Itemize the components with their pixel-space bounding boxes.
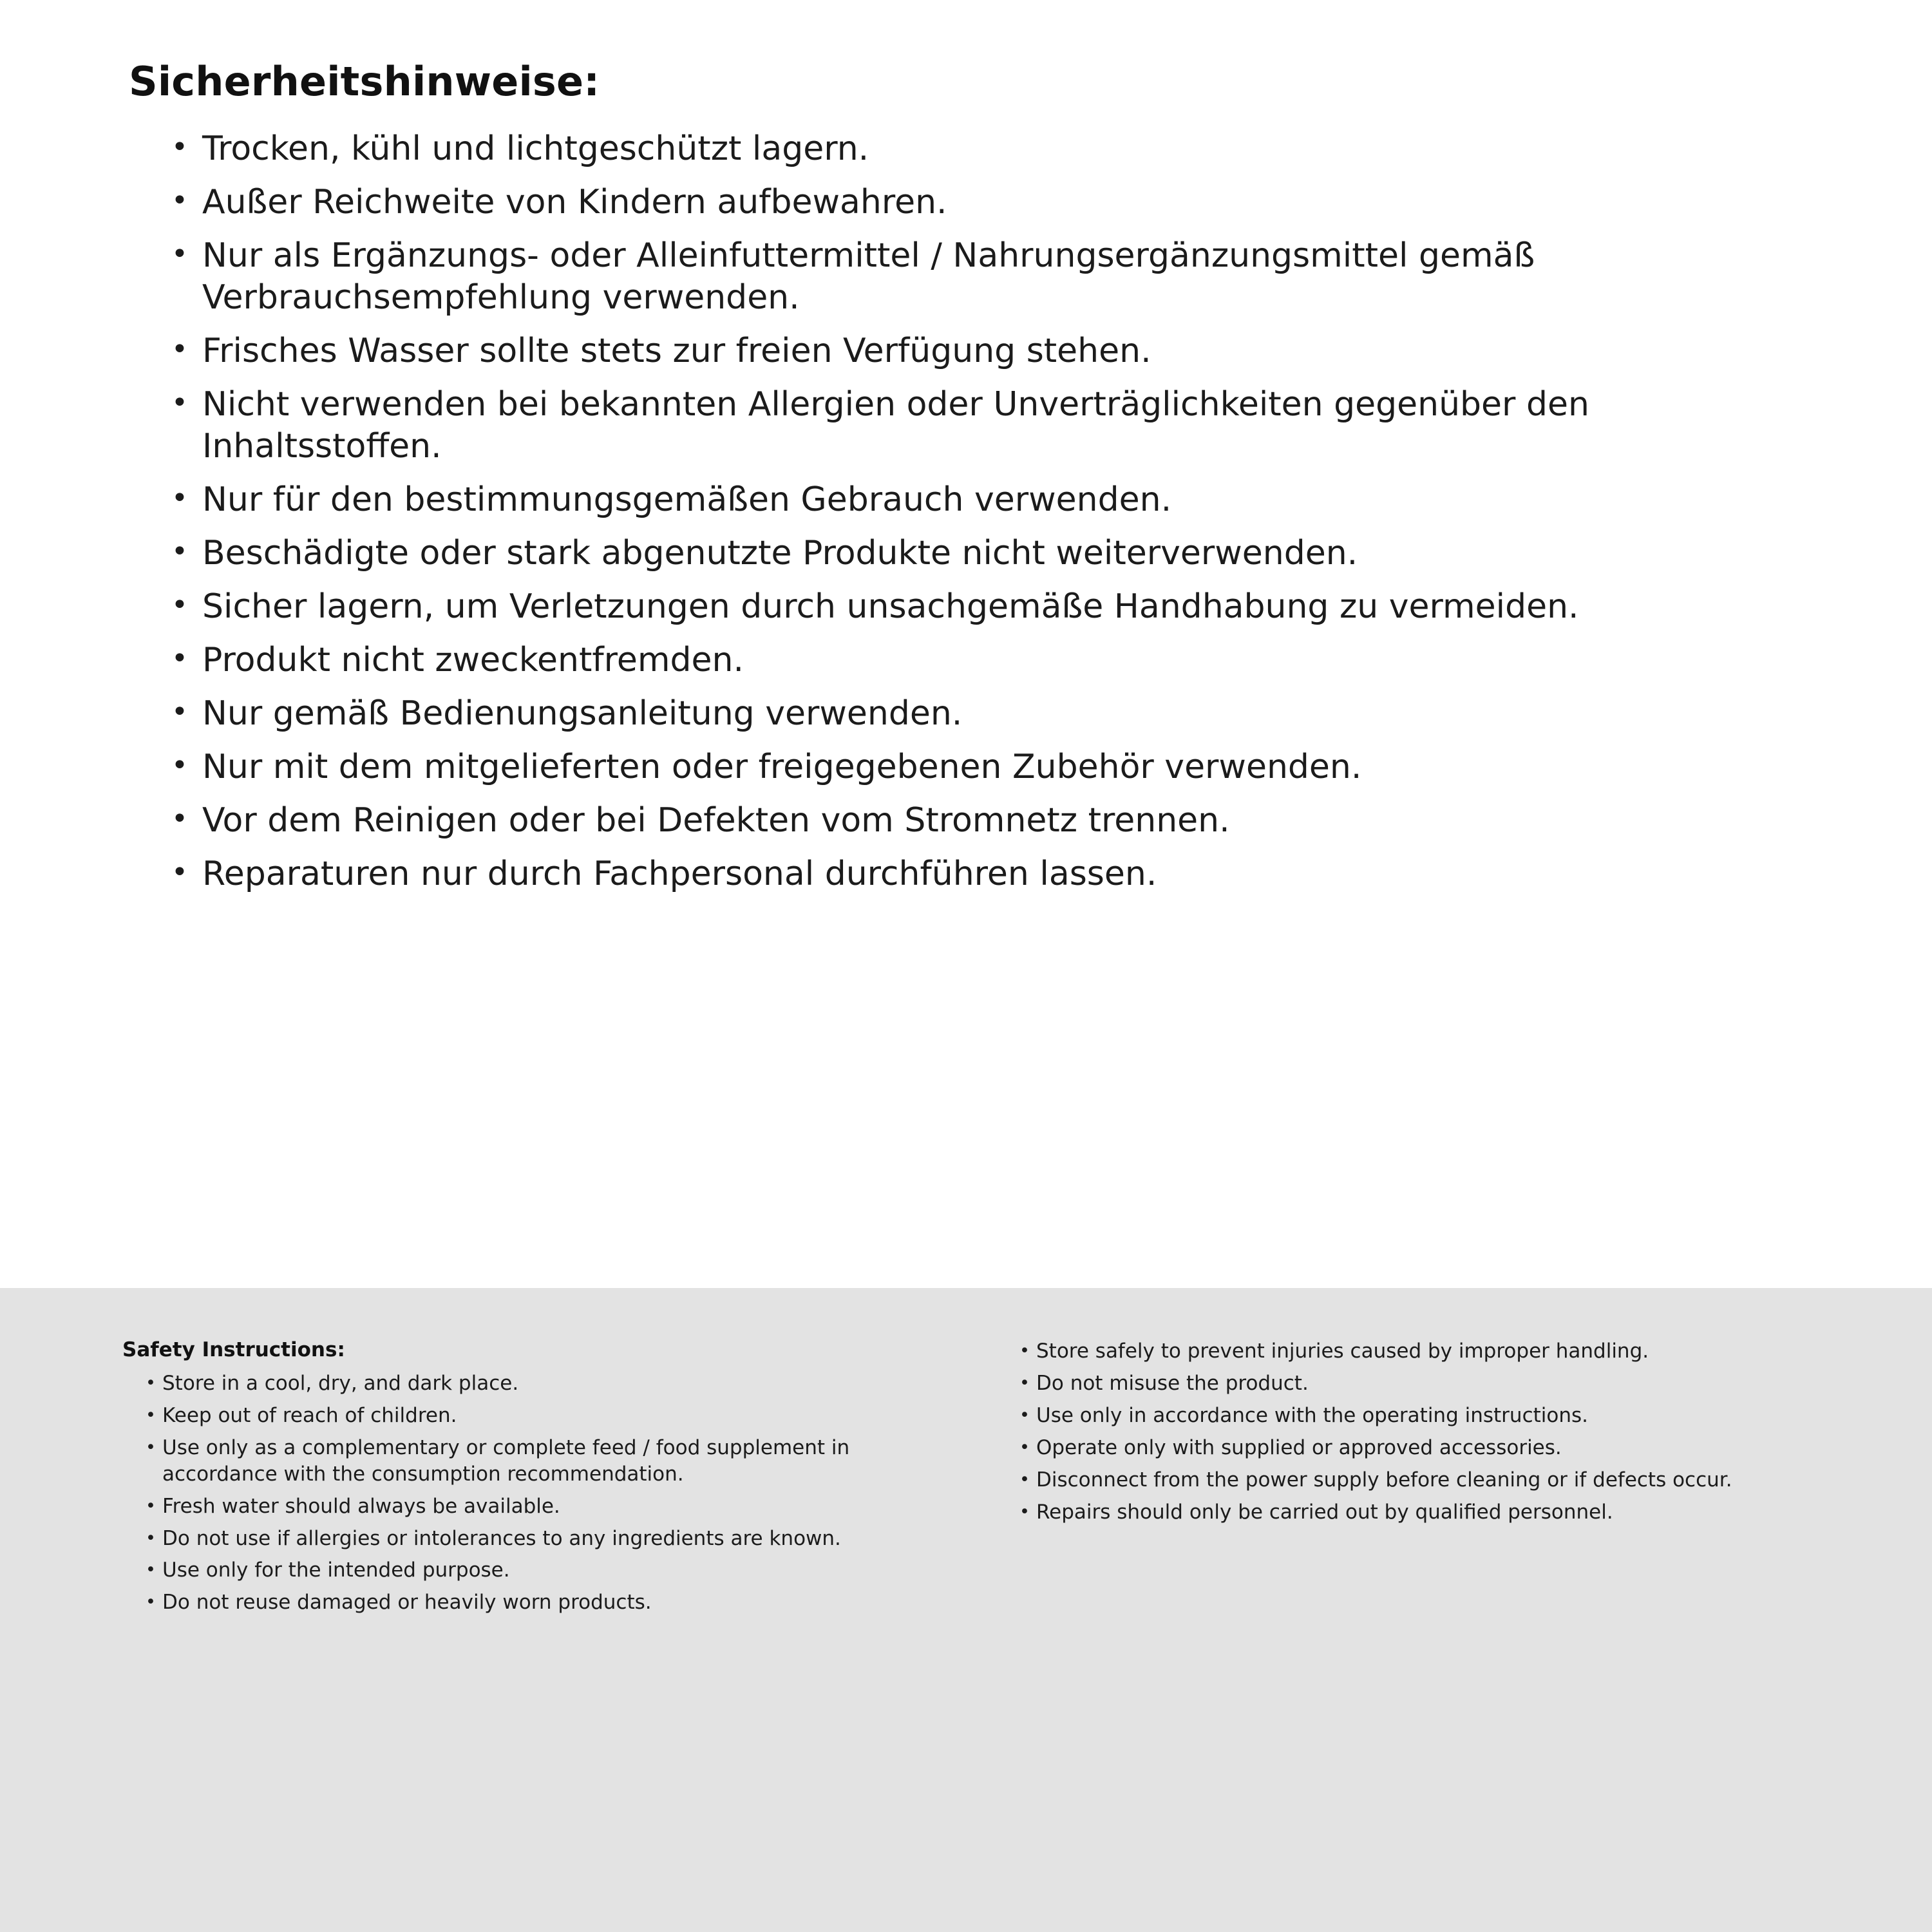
list-item: • Do not reuse damaged or heavily worn products. <box>143 1589 967 1616</box>
list-item: • Nicht verwenden bei bekannten Allergien oder Unverträglichkeiten gegenüber den Inhaltsstoffen. <box>166 384 1835 468</box>
list-item: • Nur für den bestimmungsgemäßen Gebrauch verwenden. <box>166 479 1835 521</box>
german-safety-list <box>129 128 1835 895</box>
english-column-right <box>1017 1338 1861 1893</box>
list-item: • Do not use if allergies or intolerances to any ingredients are known. <box>143 1526 967 1552</box>
list-item: • Frisches Wasser sollte stets zur freien Verfügung stehen. <box>166 330 1835 372</box>
english-heading: Safety Instructions: <box>122 1338 345 1361</box>
list-item: • Operate only with supplied or approved accessories. <box>1017 1435 1861 1461</box>
list-item: • Use only for the intended purpose. <box>143 1557 967 1584</box>
list-item: • Store safely to prevent injuries caused by improper handling. <box>1017 1338 1861 1365</box>
list-item: • Nur als Ergänzungs- oder Alleinfuttermittel / Nahrungsergänzungsmittel gemäß Verbrauchsempfehlung verwenden. <box>166 235 1835 319</box>
list-item: • Keep out of reach of children. <box>143 1403 967 1429</box>
list-item: • Fresh water should always be available. <box>143 1493 967 1520</box>
list-item: • Beschädigte oder stark abgenutzte Produkte nicht weiterverwenden. <box>166 533 1835 574</box>
list-item: • Produkt nicht zweckentfremden. <box>166 639 1835 681</box>
german-heading: Sicherheitshinweise: <box>129 58 600 105</box>
list-item: • Nur mit dem mitgelieferten oder freigegebenen Zubehör verwenden. <box>166 746 1835 788</box>
list-item: • Use only in accordance with the operating instructions. <box>1017 1403 1861 1429</box>
english-safety-section <box>0 1288 1932 1932</box>
english-safety-list-right <box>1017 1338 1861 1525</box>
list-item: • Sicher lagern, um Verletzungen durch unsachgemäße Handhabung zu vermeiden. <box>166 586 1835 628</box>
list-item: • Do not misuse the product. <box>1017 1370 1861 1397</box>
list-item: • Außer Reichweite von Kindern aufbewahren. <box>166 182 1835 223</box>
list-item: • Vor dem Reinigen oder bei Defekten vom Stromnetz trennen. <box>166 800 1835 842</box>
list-item: • Reparaturen nur durch Fachpersonal durchführen lassen. <box>166 853 1835 895</box>
english-column-left <box>122 1338 967 1893</box>
list-item: • Repairs should only be carried out by qualified personnel. <box>1017 1499 1861 1526</box>
list-item: • Use only as a complementary or complete feed / food supplement in accordance with the consumption recommendation. <box>143 1435 967 1488</box>
list-item: • Trocken, kühl und lichtgeschützt lagern. <box>166 128 1835 170</box>
list-item: • Nur gemäß Bedienungsanleitung verwenden. <box>166 693 1835 735</box>
list-item: • Disconnect from the power supply before cleaning or if defects occur. <box>1017 1467 1861 1493</box>
list-item: • Store in a cool, dry, and dark place. <box>143 1370 967 1397</box>
english-safety-list-left <box>122 1370 967 1616</box>
